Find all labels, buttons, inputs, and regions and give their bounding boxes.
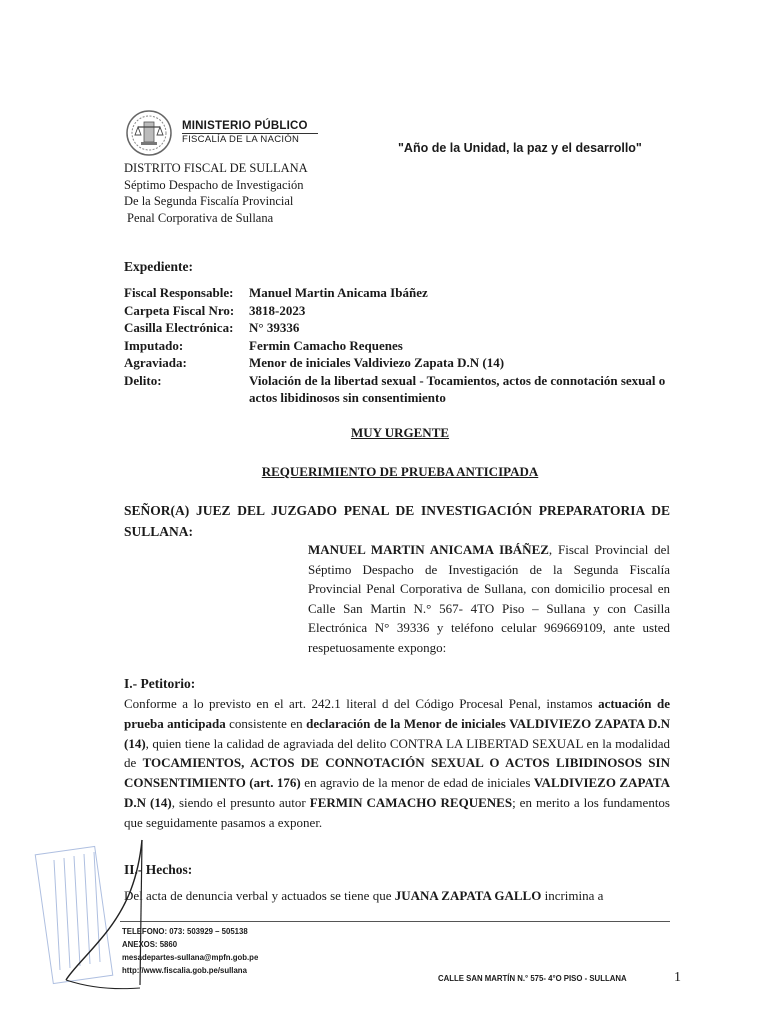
footer-address: CALLE SAN MARTÍN N.° 575- 4°O PISO - SULLANA [438,974,627,983]
expediente-title: Expediente: [124,259,193,274]
footer-annex: ANEXOS: 5860 [122,940,178,949]
request-heading: REQUERIMIENTO DE PRUEBA ANTICIPADA [261,464,539,479]
ministry-subtitle: FISCALÍA DE LA NACIÓN [182,134,300,145]
field-value: Menor de iniciales Valdiviezo Zapata D.N (14) [249,355,505,370]
hechos-paragraph [124,886,670,905]
urgent-heading: MUY URGENTE [350,425,450,440]
office-line: Séptimo Despacho de Investigación [124,177,304,192]
office-line: De la Segunda Fiscalía Provincial [124,194,294,208]
bold-run: VALDIVIEZO ZAPATA D.N (14) [124,775,670,810]
text-run: ; en merito a los fundamentos que seguidamente pasamos a exponer. [124,794,670,830]
field-row [124,319,684,337]
bold-run: JUANA ZAPATA GALLO [394,888,542,903]
case-fields [124,284,684,407]
stamp-signature-icon [30,820,150,1010]
bold-run: actuación de prueba anticipada [124,696,670,731]
ministry-seal-icon [124,108,174,158]
prosecutor-name: MANUEL MARTIN ANICAMA IBÁÑEZ [308,542,549,557]
footer-email: mesadepartes-sullana@mpfn.gob.pe [122,953,259,962]
text-run: consistente en [225,715,307,731]
text-run: incrimina a [541,888,604,903]
field-label: Fiscal Responsable: [124,285,234,300]
hechos-title: II.- Hechos: [124,862,193,877]
text-run: Conforme a lo previsto en el art. 242.1 literal d del Código Procesal Penal, instamos [124,696,599,711]
field-value: N° 39336 [249,320,300,335]
footer-phone: TELEFONO: 073: 503929 – 505138 [122,927,248,936]
petitorio-title: I.- Petitorio: [124,676,196,691]
bold-run: TOCAMIENTOS, ACTOS DE CONNOTACIÓN SEXUAL O ACTOS LIBIDINOSOS SIN CONSENTIMIENTO (art. 176) [124,755,670,791]
bold-run: declaración de la Menor de iniciales VALDIVIEZO ZAPATA D.N (14) [124,715,670,751]
intro-text: , Fiscal Provincial del Séptimo Despacho de Investigación de la Segunda Fiscalía Provincial Penal Corporativa de Sullana, con domicilio procesal en Calle San Martin N.° 567- 4TO Piso – Sullana y con Casilla Electrónica N° 39336 y teléfono celular 969669109, ante usted respetuosamente expongo: [308,542,671,655]
text-run: en agravio de la menor de edad de iniciales [300,775,534,791]
field-row [124,284,684,302]
text-run: , quien tiene la calidad de agraviada del delito CONTRA LA LIBERTAD SEXUAL en la modalidad de [124,735,670,771]
field-value: Fermin Camacho Requenes [249,337,403,353]
field-row [124,354,684,372]
petitorio-paragraph [124,694,670,833]
field-label: Imputado: [124,337,184,353]
addressee-heading: SEÑOR(A) JUEZ DEL JUZGADO PENAL DE INVESTIGACIÓN PREPARATORIA DE SULLANA: [124,503,670,539]
field-label: Delito: [124,372,162,388]
office-block [124,160,308,226]
page-number: 1 [674,970,681,985]
field-value: Manuel Martin Anicama Ibáñez [249,285,428,300]
field-row [124,372,684,407]
bold-run: FERMIN CAMACHO REQUENES [309,794,513,810]
field-row [124,302,684,320]
field-value: 3818-2023 [249,302,306,318]
field-row [124,337,684,355]
text-run: Del acta de denuncia verbal y actuados se tiene que [124,888,395,903]
field-label: Carpeta Fiscal Nro: [124,302,235,318]
footer-divider [120,921,670,922]
ministry-name: MINISTERIO PÚBLICO [182,120,308,132]
field-label: Casilla Electrónica: [124,320,234,335]
office-line: Penal Corporativa de Sullana [127,210,274,225]
field-label: Agraviada: [124,355,187,370]
year-slogan: "Año de la Unidad, la paz y el desarrollo" [398,141,642,155]
text-run: , siendo el presunto autor [171,794,310,810]
footer-web: http://www.fiscalia.gob.pe/sullana [122,966,247,975]
office-line: DISTRITO FISCAL DE SULLANA [124,161,308,175]
intro-paragraph [308,540,670,658]
field-value: Violación de la libertad sexual - Tocamientos, actos de connotación sexual o actos libidinosos sin consentimiento [249,372,666,405]
